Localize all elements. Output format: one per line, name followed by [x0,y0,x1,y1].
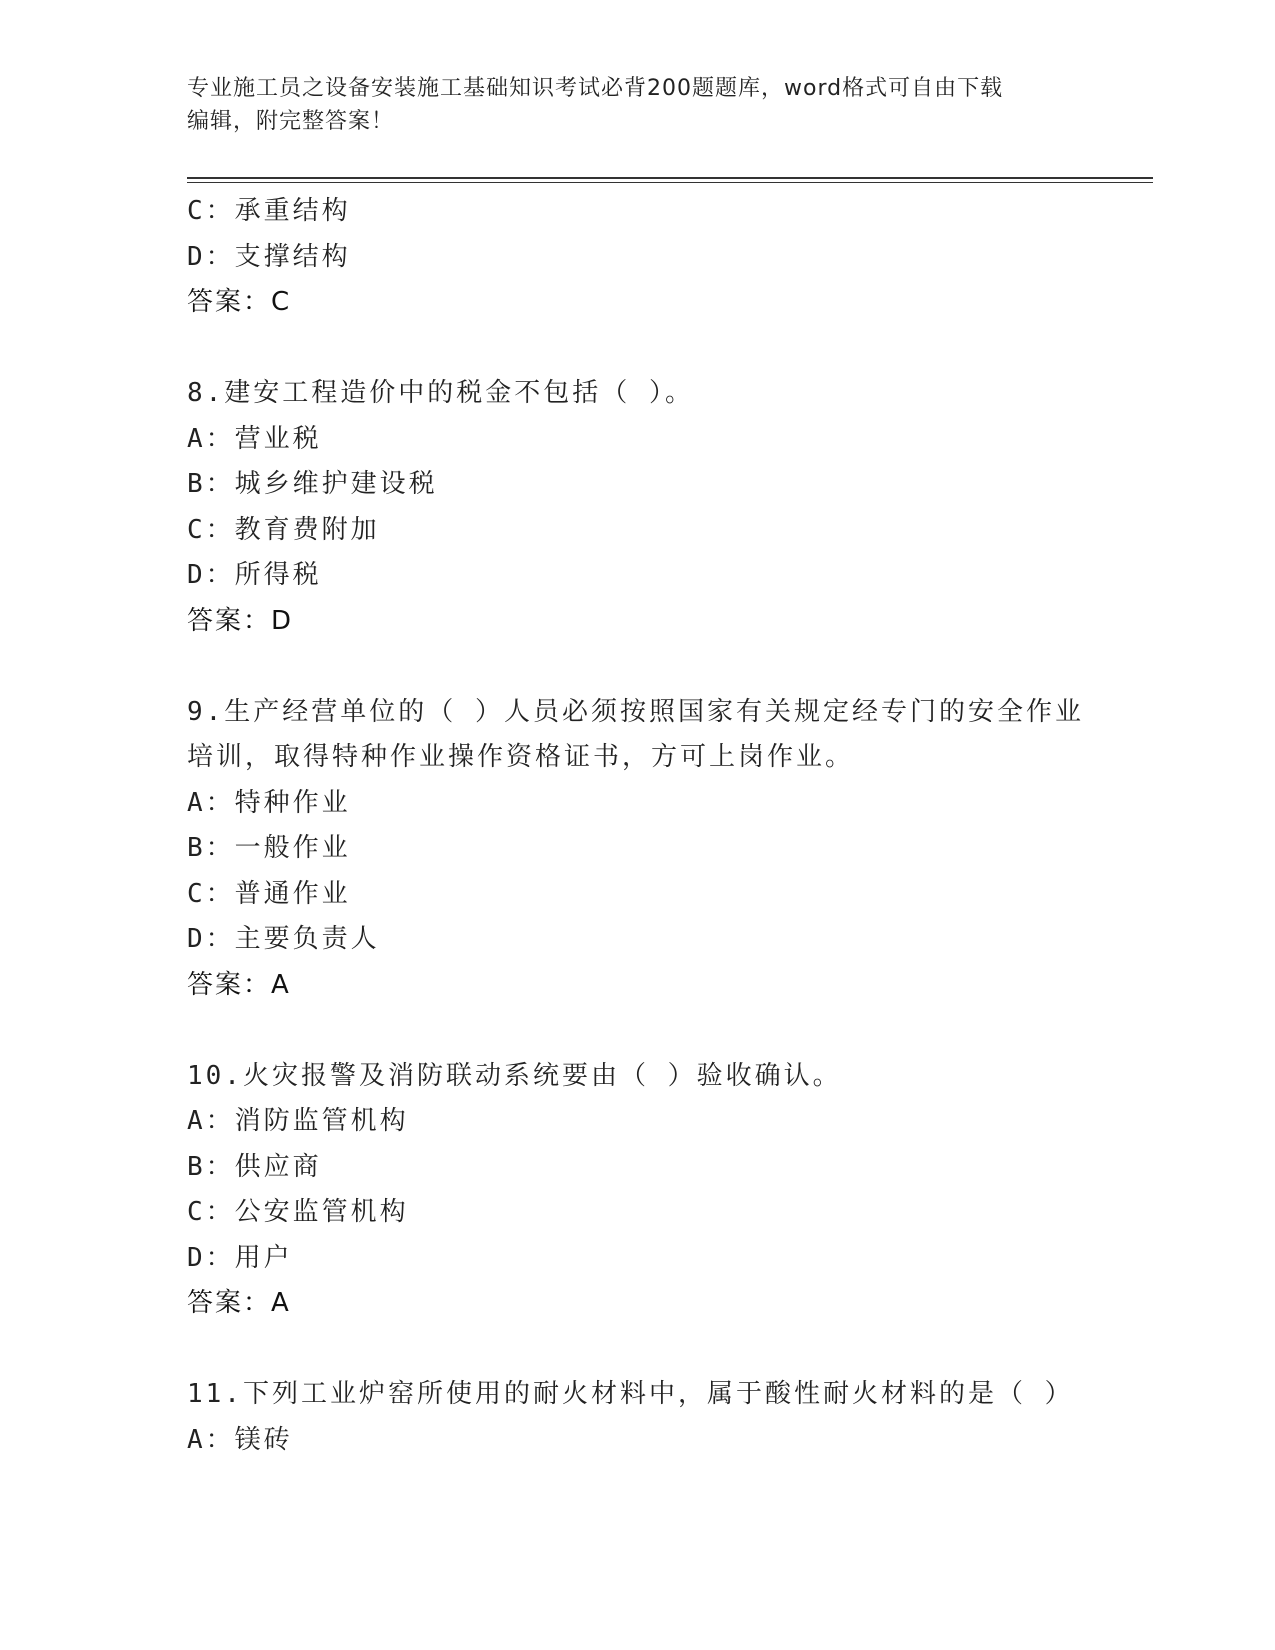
option-text: 特种作业 [234,787,351,818]
question-spacer [187,1327,1087,1373]
option-letter: A： [187,423,235,454]
question-text: 8.建安工程造价中的税金不包括（ ）。 [187,378,694,408]
header-line-2: 编辑，附完整答案！ [187,109,395,134]
question-spacer [187,326,1087,372]
option-line [187,508,1087,554]
question-text: 培训，取得特种作业操作资格证书，方可上岗作业。 [187,742,855,772]
option-letter: B： [187,833,235,863]
option-line [187,1190,1087,1236]
answer-line: 答案：C [187,287,292,317]
option-text: 所得税 [234,560,322,590]
option-line [187,781,1087,827]
option-line [187,917,1087,963]
option-line [187,1418,1087,1464]
partial-question [187,189,1087,326]
option-text: 一般作业 [234,833,351,863]
option-line [187,553,1087,599]
option-text: 支撑结构 [234,241,351,272]
question-text: 9.生产经营单位的（ ）人员必须按照国家有关规定经专门的安全作业 [187,696,1084,727]
option-text: 主要负责人 [234,924,380,954]
option-letter: D： [187,924,235,954]
option-line [187,872,1087,918]
question-spacer [187,644,1087,690]
option-text: 用户 [234,1242,293,1273]
option-line [187,462,1087,508]
option-letter: C： [187,514,235,545]
answer-line: 答案：A [187,969,291,1000]
question-9 [187,690,1087,1009]
question-8 [187,371,1087,644]
question-spacer [187,1008,1087,1054]
option-line [187,235,1087,281]
option-letter: A： [187,787,235,818]
option-text: 营业税 [234,423,322,454]
option-letter: B： [187,1151,235,1182]
question-text: 11.下列工业炉窑所使用的耐火材料中，属于酸性耐火材料的是（ ） [187,1379,1074,1409]
option-letter: D： [187,1242,235,1273]
option-text: 承重结构 [234,196,351,226]
option-letter: C： [187,878,235,909]
option-line [187,189,1087,235]
option-text: 消防监管机构 [234,1106,409,1136]
header-rule-thin [187,182,1153,183]
option-text: 普通作业 [234,878,351,909]
answer-line: 答案：A [187,1288,291,1318]
option-letter: C： [187,196,235,226]
option-line [187,1236,1087,1282]
option-letter: B： [187,469,235,499]
header-rule-thick [187,177,1153,179]
option-letter: C： [187,1197,235,1227]
header-line-1: 专业施工员之设备安装施工基础知识考试必背200题题库，word格式可自由下载 [187,76,1004,101]
document-header [187,72,1067,138]
question-11 [187,1372,1087,1463]
option-letter: D： [187,241,235,272]
answer-line: 答案：D [187,605,294,636]
option-letter: A： [187,1106,235,1136]
option-text: 教育费附加 [234,514,380,545]
option-letter: A： [187,1424,235,1455]
option-text: 镁砖 [234,1424,293,1455]
option-text: 城乡维护建设税 [234,469,438,499]
option-line [187,1099,1087,1145]
option-text: 供应商 [234,1151,322,1182]
question-list [187,189,1087,1463]
option-line [187,417,1087,463]
option-line [187,1145,1087,1191]
option-text: 公安监管机构 [234,1197,409,1227]
option-line [187,826,1087,872]
option-letter: D： [187,560,235,590]
question-text: 10.火灾报警及消防联动系统要由（ ）验收确认。 [187,1060,842,1091]
question-10 [187,1054,1087,1327]
